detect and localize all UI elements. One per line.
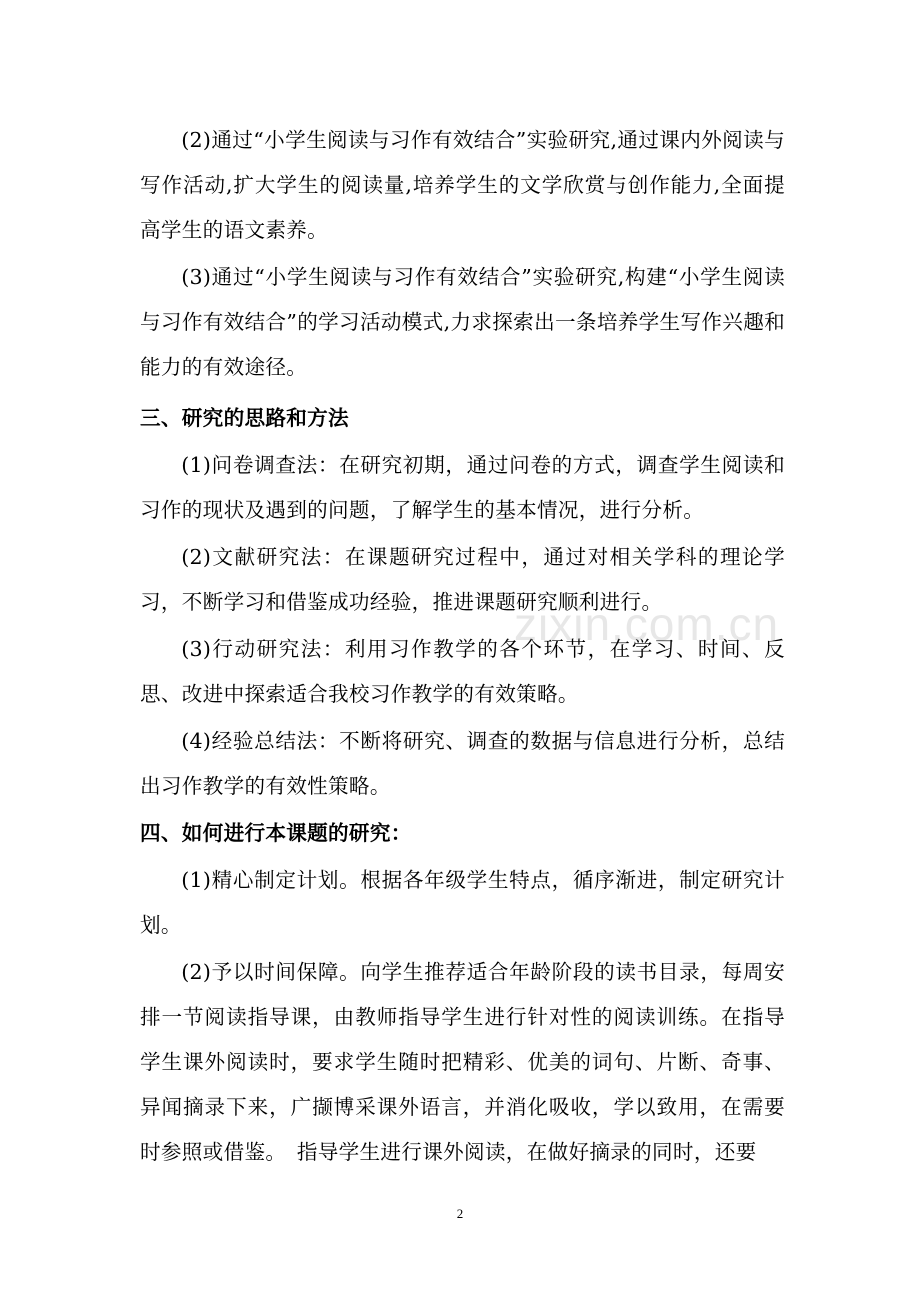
plan-item-1: (1)精心制定计划。根据各年级学生特点，循序渐进，制定研究计划。: [140, 868, 785, 937]
section-3-heading: 三、研究的思路和方法: [140, 406, 349, 430]
method-questionnaire: (1)问卷调查法：在研究初期，通过问卷的方式，调查学生阅读和习作的现状及遇到的问题，了解学生的基本情况，进行分析。: [140, 453, 785, 522]
objective-3-paragraph: (3)通过“小学生阅读与习作有效结合”实验研究,构建“小学生阅读与习作有效结合”的学习活动模式,力求探索出一条培养学生写作兴趣和能力的有效途径。: [140, 265, 785, 379]
method-action-research: (3)行动研究法：利用习作教学的各个环节，在学习、时间、反思、改进中探索适合我校习作教学的有效策略。: [140, 637, 785, 706]
objective-2-paragraph: (2)通过“小学生阅读与习作有效结合”实验研究,通过课内外阅读与写作活动,扩大学生的阅读量,培养学生的文学欣赏与创作能力,全面提高学生的语文素养。: [140, 128, 785, 242]
plan-item-2: (2)予以时间保障。向学生推荐适合年龄阶段的读书目录，每周安排一节阅读指导课，由教师指导学生进行针对性的阅读训练。在指导学生课外阅读时，要求学生随时把精彩、优美的词句、片断、奇事、异闻摘录下来，广撷博采课外语言，并消化吸收，学以致用，在需要时参照或借鉴。 指导学生进行课外阅读，在做好摘录的同时，还要: [140, 960, 785, 1164]
method-literature: (2)文献研究法：在课题研究过程中，通过对相关学科的理论学习，不断学习和借鉴成功经验，推进课题研究顺利进行。: [140, 545, 785, 614]
method-experience-summary: (4)经验总结法：不断将研究、调查的数据与信息进行分析，总结出习作教学的有效性策略。: [140, 729, 785, 798]
section-4-heading: 四、如何进行本课题的研究：: [140, 821, 412, 845]
watermark: zixin.com.cn: [514, 598, 780, 650]
page-number: 2: [456, 1206, 464, 1221]
page-content: [140, 118, 785, 1175]
